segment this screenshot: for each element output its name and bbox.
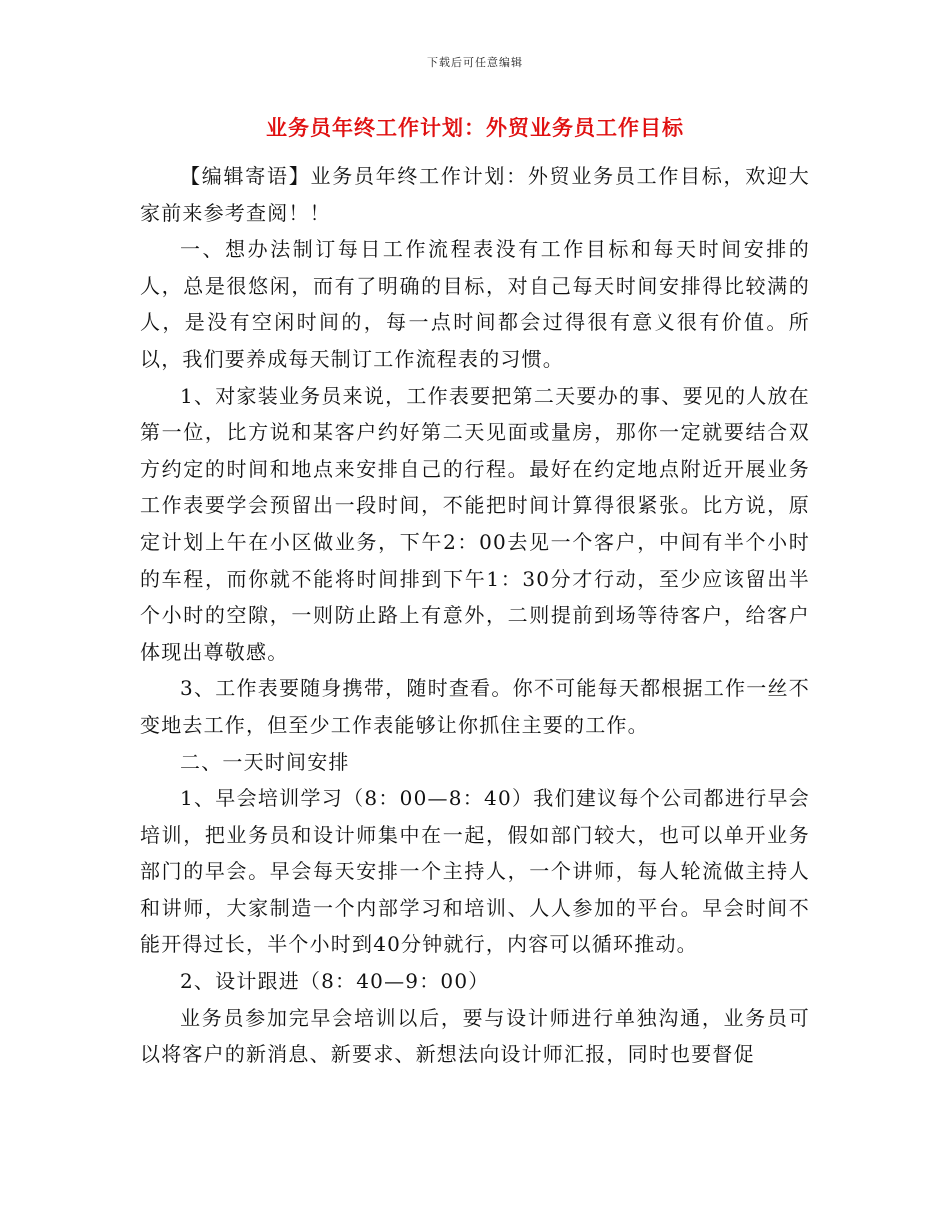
- paragraph-item-3: 3、工作表要随身携带，随时查看。你不可能每天都根据工作一丝不变地去工作，但至少工作表能够让你抓住主要的工作。: [140, 676, 810, 737]
- paragraph-item-1: 1、对家装业务员来说，工作表要把第二天要办的事、要见的人放在第一位，比方说和某客户约好第二天见面或量房，那你一定就要结合双方约定的时间和地点来安排自己的行程。最好在约定地点附近开展业务工作表要学会预留出一段时间，不能把时间计算得很紧张。比方说，原定计划上午在小区做业务，下午2：00去见一个客户，中间有半个小时的车程，而你就不能将时间排到下午1：30分才行动，至少应该留出半个小时的空隙，一则防止路上有意外，二则提前到场等待客户，给客户体现出尊敬感。: [140, 383, 810, 664]
- document-title: 业务员年终工作计划：外贸业务员工作目标: [266, 116, 684, 140]
- paragraph-editor-note: 【编辑寄语】业务员年终工作计划：外贸业务员工作目标，欢迎大家前来参考查阅！！: [140, 164, 810, 225]
- paragraph-section-2: 二、一天时间安排: [180, 749, 350, 774]
- page-header-note: 下载后可任意编辑: [427, 56, 523, 69]
- paragraph-design-followup: 2、设计跟进（8：40—9：00）: [180, 969, 490, 994]
- document-body: [140, 158, 810, 1073]
- paragraph-salesperson-communication: 业务员参加完早会培训以后，要与设计师进行单独沟通，业务员可以将客户的新消息、新要求、新想法向设计师汇报，同时也要督促: [140, 1005, 810, 1067]
- paragraph-morning-meeting: 1、早会培训学习（8：00—8：40）我们建议每个公司都进行早会培训，把业务员和设计师集中在一起，假如部门较大，也可以单开业务部门的早会。早会每天安排一个主持人，一个讲师，每人轮流做主持人和讲师，大家制造一个内部学习和培训、人人参加的平台。早会时间不能开得过长，半个小时到40分钟就行，内容可以循环推动。: [140, 786, 810, 957]
- paragraph-section-1: 一、想办法制订每日工作流程表没有工作目标和每天时间安排的人，总是很悠闲，而有了明确的目标，对自己每天时间安排得比较满的人，是没有空闲时间的，每一点时间都会过得很有意义很有价值。所以，我们要养成每天制订工作流程表的习惯。: [140, 237, 810, 371]
